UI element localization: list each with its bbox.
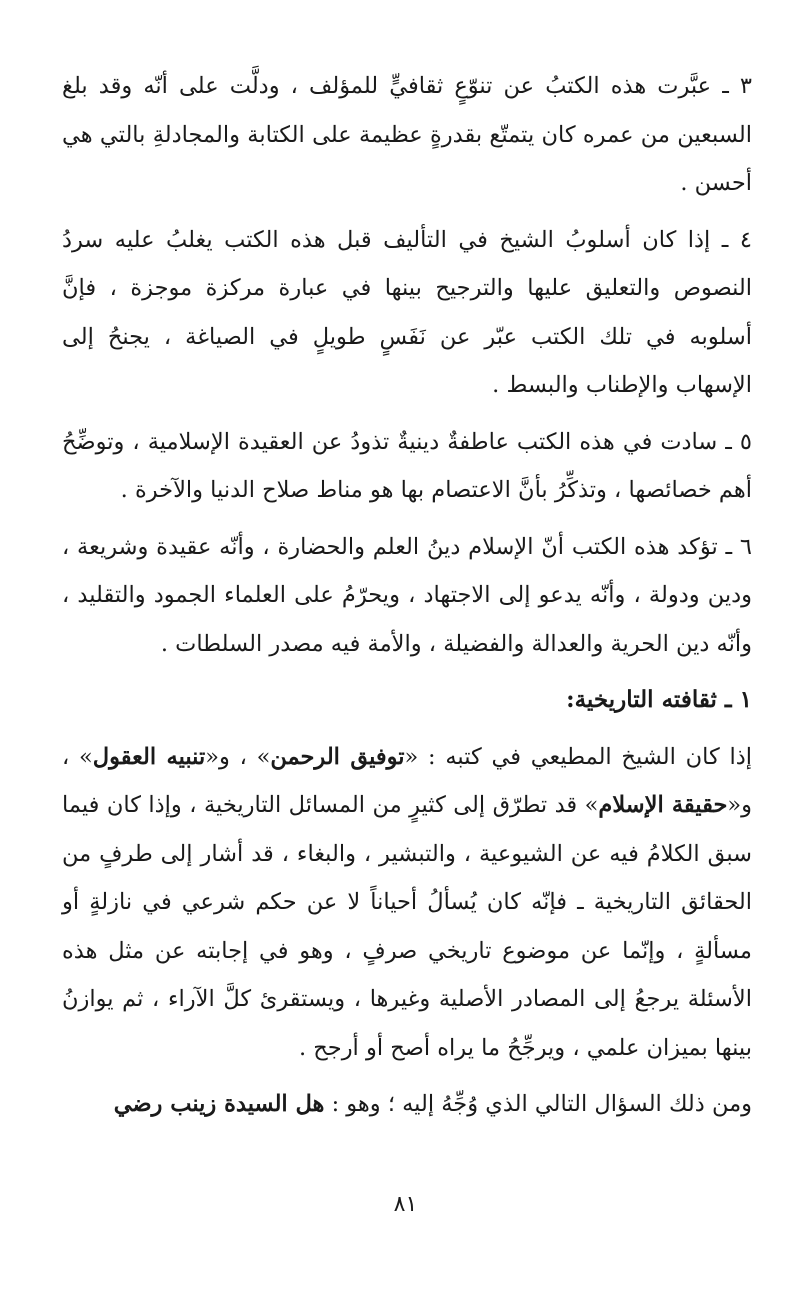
paragraph-question <box>62 1080 752 1129</box>
intro-text-1: إذا كان الشيخ المطيعي في كتبه : « <box>404 743 752 770</box>
intro-text-2: » ، و« <box>205 743 271 770</box>
book-title-tanbih: تنبيه العقول <box>92 743 206 770</box>
paragraph-point-6: ٦ ـ تؤكد هذه الكتب أنّ الإسلام دينُ العلم والحضارة ، وأنّه عقيدة وشريعة ، ودين ودولة ، وأنّه يدعو إلى الاجتهاد ، ويحرّمُ على العلماء الجمود والتقليد ، وأنّه دين الحرية والعدالة والفضيلة ، والأمة فيه مصدر السلطات . <box>62 533 752 657</box>
page-content <box>62 62 752 1129</box>
paragraph-point-5: ٥ ـ سادت في هذه الكتب عاطفةٌ دينيةٌ تذودُ عن العقيدة الإسلامية ، وتوضِّحُ أهم خصائصها ، وتذكِّرُ بأنَّ الاعتصام بها هو مناط صلاح الدنيا والآخرة . <box>62 428 752 503</box>
section-heading: ١ ـ ثقافته التاريخية: <box>566 686 752 713</box>
book-title-haqiqa: حقيقة الإسلام <box>598 792 728 818</box>
paragraph-point-4: ٤ ـ إذا كان أسلوبُ الشيخ في التأليف قبل هذه الكتب يغلبُ عليه سردُ النصوص والتعليق عليها والترجيح بينها في عبارة مركزة موجزة ، فإنَّ أسلوبه في تلك الكتب عبّر عن نَفَسٍ طويلٍ في الصياغة ، يجنحُ إلى الإسهاب والإطناب والبسط . <box>62 226 752 398</box>
intro-text-4: » قد تطرّق إلى كثيرٍ من المسائل التاريخية ، وإذا كان فيما سبق الكلامُ فيه عن الشيوعية ، والتبشير ، والبغاء ، قد أشار إلى طرفٍ من الحقائق التاريخية ـ فإنّه كان يُسألُ أحياناً لا عن حكم شرعي في نازلةٍ أو مسألةٍ ، وإنّما عن موضوع تاريخي صرفٍ ، وهو في إجابته عن مثل هذه الأسئلة يرجعُ إلى المصادر الأصلية وغيرها ، ويستقرئ كلَّ الآراء ، ثم يوازنُ بينها بميزان علمي ، ويرجِّحُ ما يراه أصح أو أرجح . <box>62 792 752 1061</box>
paragraph-point-3: ٣ ـ عبَّرت هذه الكتبُ عن تنوّعٍ ثقافيٍّ للمؤلف ، ودلَّت على أنّه وقد بلغ السبعين من عمره كان يتمتّع بقدرةٍ عظيمة على الكتابة والمجادلةِ بالتي هي أحسن . <box>62 73 752 196</box>
question-lead-text: ومن ذلك السؤال التالي الذي وُجِّهُ إليه ؛ وهو : <box>324 1091 752 1117</box>
intro-text-3: » ، و« <box>62 743 752 818</box>
book-title-tawfiq: توفيق الرحمن <box>270 743 405 770</box>
paragraph-historical-intro <box>62 733 752 1073</box>
question-bold-text: هل السيدة زينب رضي <box>113 1091 325 1117</box>
page-number: ٨١ <box>393 1192 418 1217</box>
